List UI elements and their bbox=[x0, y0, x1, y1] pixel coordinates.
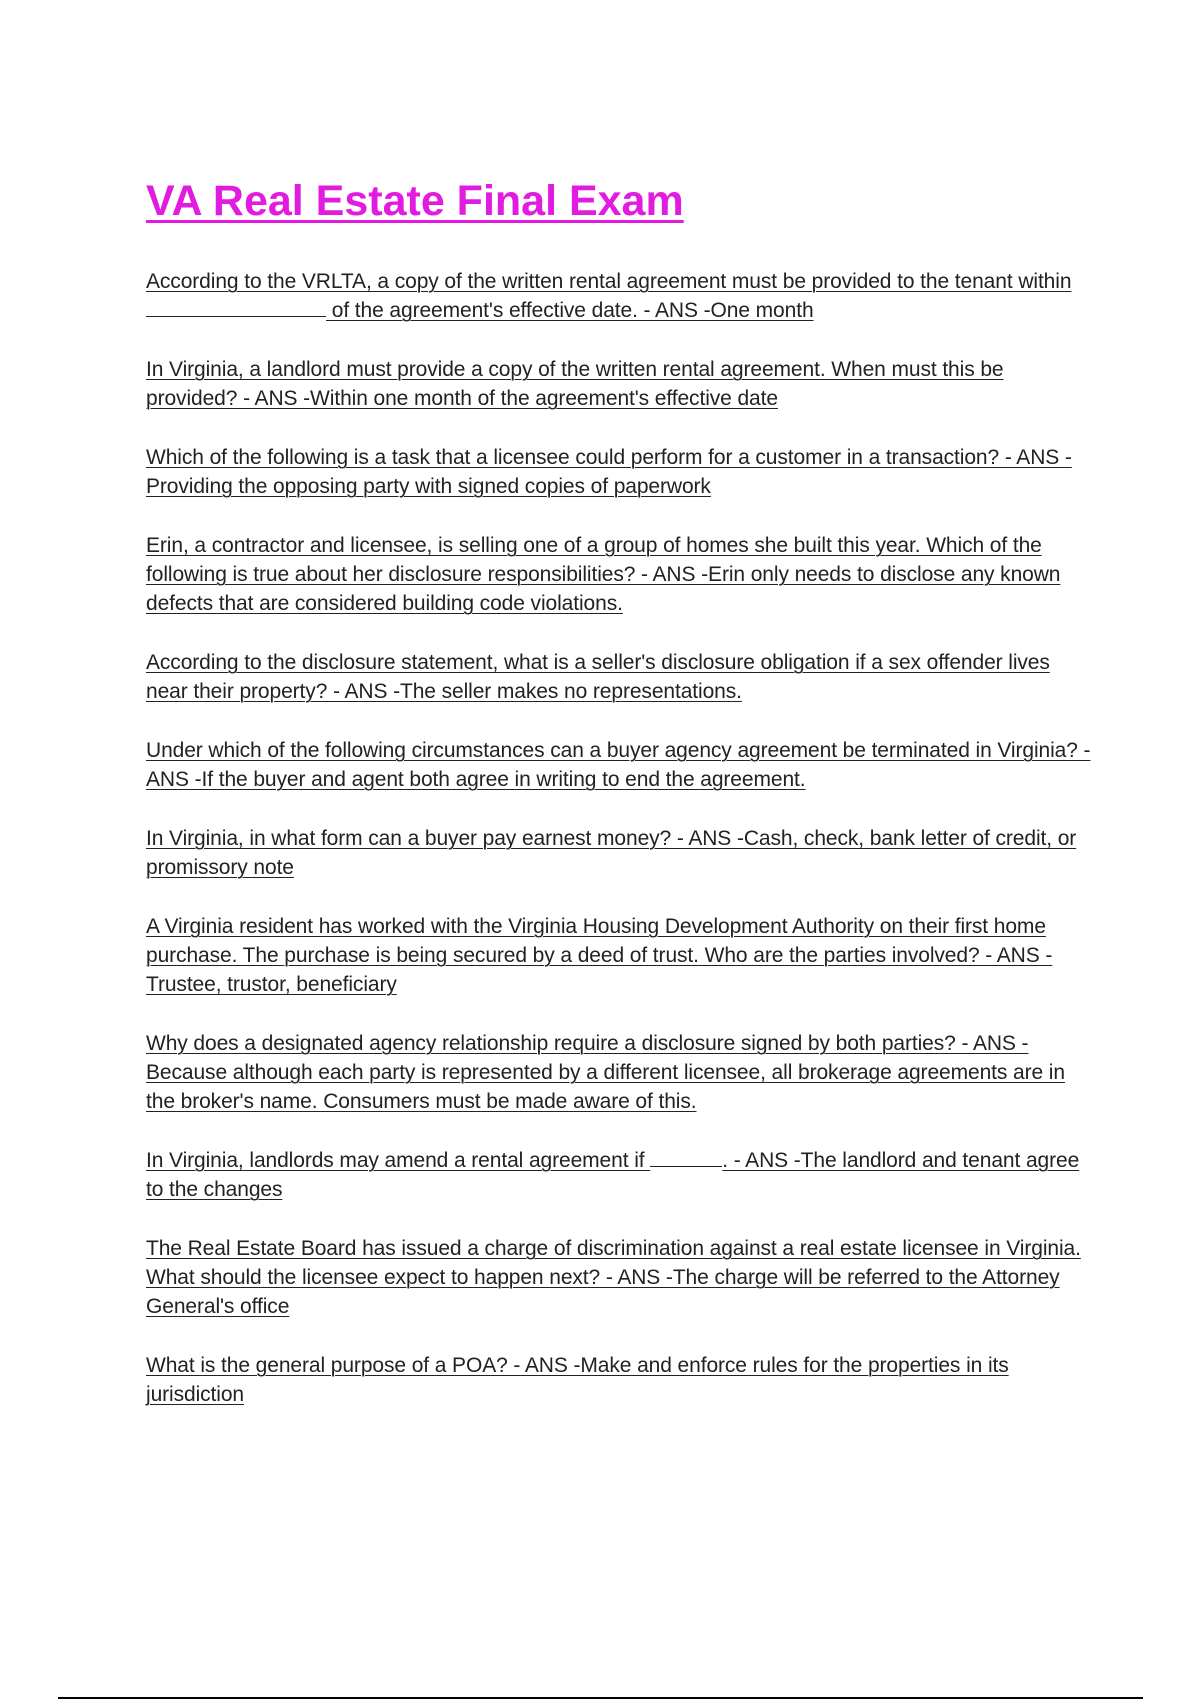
qa-item-8: A Virginia resident has worked with the Virginia Housing Development Authority on their first home purchase. The purchase is being secured by a deed of trust. Who are the parties involved? - ANS -Trustee, trustor, beneficiary bbox=[146, 915, 1053, 996]
qa-item-11: The Real Estate Board has issued a charge of discrimination against a real estate licensee in Virginia. What should the licensee expect to happen next? - ANS -The charge will be referred to the Attorney General's office bbox=[146, 1237, 1081, 1318]
qa-item-12: What is the general purpose of a POA? - ANS -Make and enforce rules for the properties in its jurisdiction bbox=[146, 1354, 1009, 1406]
qa-item-6: Under which of the following circumstances can a buyer agency agreement be terminated in Virginia? - ANS -If the buyer and agent both agree in writing to end the agreement. bbox=[146, 739, 1091, 791]
qa-item-3: Which of the following is a task that a licensee could perform for a customer in a transaction? - ANS -Providing the opposing party with signed copies of paperwork bbox=[146, 446, 1072, 498]
fill-in-blank bbox=[650, 1148, 722, 1167]
fill-in-blank bbox=[146, 298, 326, 317]
qa-item-1 bbox=[146, 267, 1091, 325]
document-body bbox=[146, 175, 1091, 1439]
qa-item-10-text-after: . - ANS -The landlord and tenant agree to the changes bbox=[146, 1149, 1080, 1201]
qa-item-1-text-after: of the agreement's effective date. - ANS -One month bbox=[326, 299, 814, 322]
qa-item-9: Why does a designated agency relationship require a disclosure signed by both parties? - ANS -Because although each party is represented by a different licensee, all brokerage agreements are in the broker's name. Consumers must be made aware of this. bbox=[146, 1032, 1065, 1113]
qa-item-10-text-before: In Virginia, landlords may amend a rental agreement if bbox=[146, 1149, 651, 1172]
qa-item-1-text-before: According to the VRLTA, a copy of the written rental agreement must be provided to the tenant within bbox=[146, 270, 1072, 293]
qa-item-4: Erin, a contractor and licensee, is selling one of a group of homes she built this year. Which of the following is true about her disclosure responsibilities? - ANS -Erin only needs to disclose any known defects that are considered building code violations. bbox=[146, 534, 1061, 615]
document-title: VA Real Estate Final Exam bbox=[146, 177, 684, 225]
qa-item-7: In Virginia, in what form can a buyer pay earnest money? - ANS -Cash, check, bank letter of credit, or promissory note bbox=[146, 827, 1077, 879]
footer-divider bbox=[58, 1697, 1143, 1699]
qa-item-5: According to the disclosure statement, what is a seller's disclosure obligation if a sex offender lives near their property? - ANS -The seller makes no representations. bbox=[146, 651, 1050, 703]
qa-item-10 bbox=[146, 1146, 1091, 1204]
qa-item-2: In Virginia, a landlord must provide a copy of the written rental agreement. When must this be provided? - ANS -Within one month of the agreement's effective date bbox=[146, 358, 1004, 410]
